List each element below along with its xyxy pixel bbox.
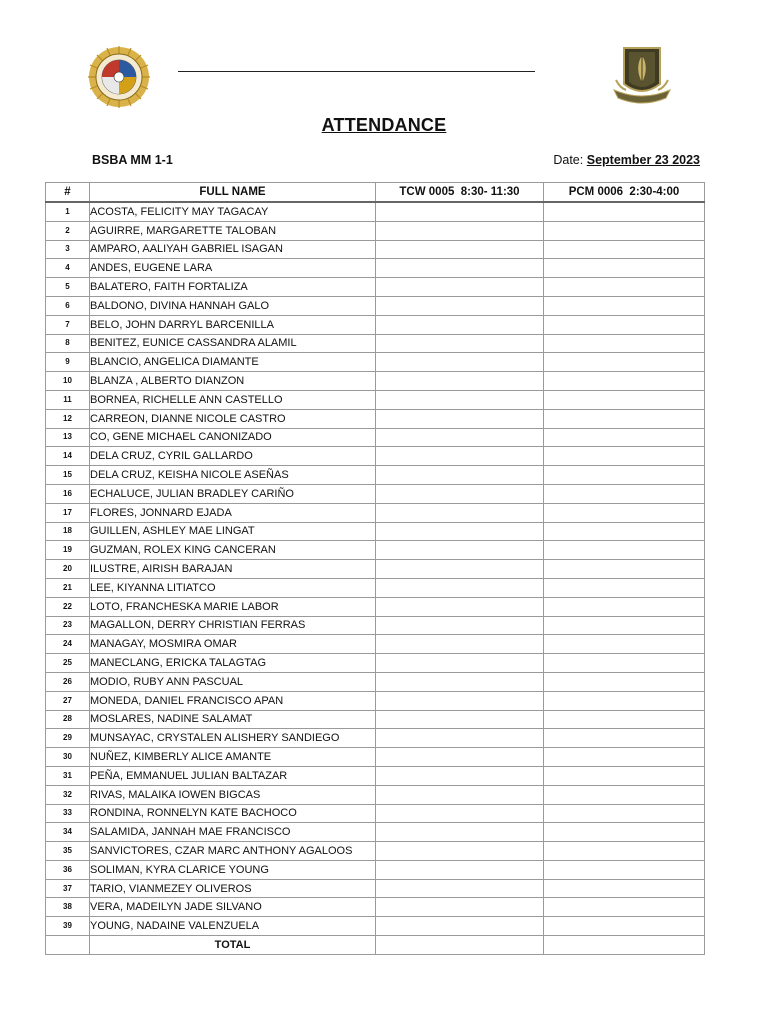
pcm-attendance-cell[interactable] — [544, 748, 705, 767]
row-number: 13 — [46, 428, 90, 447]
table-row — [46, 278, 705, 297]
pcm-attendance-cell[interactable] — [544, 428, 705, 447]
university-seal-logo — [88, 46, 150, 108]
row-number: 7 — [46, 315, 90, 334]
tcw-attendance-cell[interactable] — [376, 842, 544, 861]
pcm-attendance-cell[interactable] — [544, 860, 705, 879]
total-row — [46, 936, 705, 955]
student-name: ECHALUCE, JULIAN BRADLEY CARIÑO — [90, 484, 376, 503]
tcw-attendance-cell[interactable] — [376, 541, 544, 560]
table-header-row — [46, 183, 705, 203]
row-number: 33 — [46, 804, 90, 823]
row-number: 4 — [46, 259, 90, 278]
tcw-attendance-cell[interactable] — [376, 428, 544, 447]
pcm-attendance-cell[interactable] — [544, 597, 705, 616]
table-row — [46, 729, 705, 748]
pcm-attendance-cell[interactable] — [544, 654, 705, 673]
pcm-attendance-cell[interactable] — [544, 296, 705, 315]
student-name: PEÑA, EMMANUEL JULIAN BALTAZAR — [90, 766, 376, 785]
tcw-attendance-cell[interactable] — [376, 466, 544, 485]
total-label: TOTAL — [90, 936, 376, 955]
pcm-attendance-cell[interactable] — [544, 503, 705, 522]
student-name: BALDONO, DIVINA HANNAH GALO — [90, 296, 376, 315]
tcw-attendance-cell[interactable] — [376, 296, 544, 315]
student-name: RONDINA, RONNELYN KATE BACHOCO — [90, 804, 376, 823]
pcm-attendance-cell[interactable] — [544, 578, 705, 597]
student-name: CO, GENE MICHAEL CANONIZADO — [90, 428, 376, 447]
tcw-attendance-cell[interactable] — [376, 654, 544, 673]
table-row — [46, 315, 705, 334]
student-name: BELO, JOHN DARRYL BARCENILLA — [90, 315, 376, 334]
student-name: GUZMAN, ROLEX KING CANCERAN — [90, 541, 376, 560]
student-name: CARREON, DIANNE NICOLE CASTRO — [90, 409, 376, 428]
tcw-attendance-cell[interactable] — [376, 278, 544, 297]
tcw-attendance-cell[interactable] — [376, 240, 544, 259]
table-row — [46, 823, 705, 842]
table-row — [46, 447, 705, 466]
row-number: 11 — [46, 390, 90, 409]
tcw-attendance-cell[interactable] — [376, 616, 544, 635]
pcm-attendance-cell[interactable] — [544, 672, 705, 691]
pcm-attendance-cell[interactable] — [544, 221, 705, 240]
student-name: MOSLARES, NADINE SALAMAT — [90, 710, 376, 729]
table-row — [46, 917, 705, 936]
tcw-attendance-cell[interactable] — [376, 372, 544, 391]
student-name: VERA, MADEILYN JADE SILVANO — [90, 898, 376, 917]
pcm-attendance-cell[interactable] — [544, 447, 705, 466]
tcw-attendance-cell[interactable] — [376, 898, 544, 917]
row-number: 39 — [46, 917, 90, 936]
pcm-attendance-cell[interactable] — [544, 390, 705, 409]
row-number: 26 — [46, 672, 90, 691]
tcw-attendance-cell[interactable] — [376, 597, 544, 616]
student-name: TARIO, VIANMEZEY OLIVEROS — [90, 879, 376, 898]
pcm-attendance-cell[interactable] — [544, 334, 705, 353]
table-row — [46, 259, 705, 278]
total-pcm-cell — [544, 936, 705, 955]
row-number: 3 — [46, 240, 90, 259]
row-number: 21 — [46, 578, 90, 597]
table-row — [46, 221, 705, 240]
student-name: DELA CRUZ, KEISHA NICOLE ASEÑAS — [90, 466, 376, 485]
student-name: LEE, KIYANNA LITIATCO — [90, 578, 376, 597]
table-row — [46, 372, 705, 391]
pcm-attendance-cell[interactable] — [544, 766, 705, 785]
date-field — [553, 153, 700, 167]
tcw-attendance-cell[interactable] — [376, 409, 544, 428]
student-name: YOUNG, NADAINE VALENZUELA — [90, 917, 376, 936]
table-row — [46, 691, 705, 710]
tcw-attendance-cell[interactable] — [376, 202, 544, 221]
student-name: BENITEZ, EUNICE CASSANDRA ALAMIL — [90, 334, 376, 353]
tcw-attendance-cell[interactable] — [376, 334, 544, 353]
table-row — [46, 428, 705, 447]
column-header-pcm-session: PCM 0006 2:30-4:00 — [544, 183, 705, 203]
pcm-attendance-cell[interactable] — [544, 917, 705, 936]
pcm-attendance-cell[interactable] — [544, 372, 705, 391]
row-number: 14 — [46, 447, 90, 466]
tcw-attendance-cell[interactable] — [376, 823, 544, 842]
pcm-attendance-cell[interactable] — [544, 842, 705, 861]
student-name: MUNSAYAC, CRYSTALEN ALISHERY SANDIEGO — [90, 729, 376, 748]
tcw-attendance-cell[interactable] — [376, 221, 544, 240]
tcw-attendance-cell[interactable] — [376, 259, 544, 278]
column-header-full-name: FULL NAME — [90, 183, 376, 203]
date-label: Date: — [553, 153, 584, 167]
table-row — [46, 202, 705, 221]
student-name: FLORES, JONNARD EJADA — [90, 503, 376, 522]
college-crest-logo — [610, 44, 674, 106]
table-row — [46, 541, 705, 560]
row-number: 28 — [46, 710, 90, 729]
student-name: BLANZA , ALBERTO DIANZON — [90, 372, 376, 391]
tcw-attendance-cell[interactable] — [376, 879, 544, 898]
row-number: 38 — [46, 898, 90, 917]
tcw-attendance-cell[interactable] — [376, 578, 544, 597]
pcm-attendance-cell[interactable] — [544, 785, 705, 804]
row-number: 1 — [46, 202, 90, 221]
tcw-attendance-cell[interactable] — [376, 353, 544, 372]
table-row — [46, 616, 705, 635]
table-row — [46, 597, 705, 616]
row-number: 20 — [46, 560, 90, 579]
table-row — [46, 560, 705, 579]
pcm-attendance-cell[interactable] — [544, 353, 705, 372]
student-name: MANECLANG, ERICKA TALAGTAG — [90, 654, 376, 673]
student-name: DELA CRUZ, CYRIL GALLARDO — [90, 447, 376, 466]
tcw-attendance-cell[interactable] — [376, 560, 544, 579]
tcw-attendance-cell[interactable] — [376, 804, 544, 823]
pcm-attendance-cell[interactable] — [544, 522, 705, 541]
student-name: RIVAS, MALAIKA IOWEN BIGCAS — [90, 785, 376, 804]
table-row — [46, 484, 705, 503]
tcw-attendance-cell[interactable] — [376, 710, 544, 729]
pcm-attendance-cell[interactable] — [544, 729, 705, 748]
section-label: BSBA MM 1-1 — [92, 153, 173, 167]
table-row — [46, 804, 705, 823]
student-name: NUÑEZ, KIMBERLY ALICE AMANTE — [90, 748, 376, 767]
tcw-attendance-cell[interactable] — [376, 729, 544, 748]
row-number: 29 — [46, 729, 90, 748]
page-title: ATTENDANCE — [321, 115, 447, 135]
pcm-attendance-cell[interactable] — [544, 278, 705, 297]
row-number: 31 — [46, 766, 90, 785]
tcw-attendance-cell[interactable] — [376, 917, 544, 936]
row-number: 25 — [46, 654, 90, 673]
tcw-attendance-cell[interactable] — [376, 447, 544, 466]
row-number: 23 — [46, 616, 90, 635]
pcm-attendance-cell[interactable] — [544, 409, 705, 428]
student-name: AMPARO, AALIYAH GABRIEL ISAGAN — [90, 240, 376, 259]
row-number: 2 — [46, 221, 90, 240]
table-row — [46, 842, 705, 861]
pcm-attendance-cell[interactable] — [544, 898, 705, 917]
student-name: LOTO, FRANCHESKA MARIE LABOR — [90, 597, 376, 616]
pcm-attendance-cell[interactable] — [544, 259, 705, 278]
table-row — [46, 785, 705, 804]
student-name: SOLIMAN, KYRA CLARICE YOUNG — [90, 860, 376, 879]
table-row — [46, 296, 705, 315]
table-row — [46, 635, 705, 654]
student-name: MODIO, RUBY ANN PASCUAL — [90, 672, 376, 691]
tcw-attendance-cell[interactable] — [376, 691, 544, 710]
pcm-attendance-cell[interactable] — [544, 466, 705, 485]
row-number: 37 — [46, 879, 90, 898]
table-row — [46, 390, 705, 409]
row-number: 24 — [46, 635, 90, 654]
row-number: 16 — [46, 484, 90, 503]
table-row — [46, 240, 705, 259]
pcm-attendance-cell[interactable] — [544, 202, 705, 221]
tcw-attendance-cell[interactable] — [376, 390, 544, 409]
pcm-attendance-cell[interactable] — [544, 560, 705, 579]
table-row — [46, 654, 705, 673]
row-number: 17 — [46, 503, 90, 522]
row-number: 10 — [46, 372, 90, 391]
student-name: SALAMIDA, JANNAH MAE FRANCISCO — [90, 823, 376, 842]
tcw-attendance-cell[interactable] — [376, 522, 544, 541]
total-blank-cell — [46, 936, 90, 955]
tcw-attendance-cell[interactable] — [376, 748, 544, 767]
row-number: 36 — [46, 860, 90, 879]
table-row — [46, 710, 705, 729]
row-number: 35 — [46, 842, 90, 861]
total-tcw-cell — [376, 936, 544, 955]
pcm-attendance-cell[interactable] — [544, 710, 705, 729]
pcm-attendance-cell[interactable] — [544, 879, 705, 898]
row-number: 22 — [46, 597, 90, 616]
row-number: 6 — [46, 296, 90, 315]
table-row — [46, 503, 705, 522]
student-name: GUILLEN, ASHLEY MAE LINGAT — [90, 522, 376, 541]
table-row — [46, 334, 705, 353]
pcm-attendance-cell[interactable] — [544, 315, 705, 334]
table-row — [46, 748, 705, 767]
row-number: 8 — [46, 334, 90, 353]
table-row — [46, 898, 705, 917]
student-name: BLANCIO, ANGELICA DIAMANTE — [90, 353, 376, 372]
row-number: 30 — [46, 748, 90, 767]
pcm-attendance-cell[interactable] — [544, 240, 705, 259]
student-name: MANAGAY, MOSMIRA OMAR — [90, 635, 376, 654]
tcw-attendance-cell[interactable] — [376, 785, 544, 804]
student-name: SANVICTORES, CZAR MARC ANTHONY AGALOOS — [90, 842, 376, 861]
row-number: 12 — [46, 409, 90, 428]
tcw-attendance-cell[interactable] — [376, 315, 544, 334]
row-number: 27 — [46, 691, 90, 710]
tcw-attendance-cell[interactable] — [376, 635, 544, 654]
table-row — [46, 578, 705, 597]
student-name: MONEDA, DANIEL FRANCISCO APAN — [90, 691, 376, 710]
row-number: 9 — [46, 353, 90, 372]
row-number: 15 — [46, 466, 90, 485]
table-row — [46, 522, 705, 541]
pcm-attendance-cell[interactable] — [544, 823, 705, 842]
pcm-attendance-cell[interactable] — [544, 541, 705, 560]
table-row — [46, 860, 705, 879]
pcm-attendance-cell[interactable] — [544, 616, 705, 635]
student-name: BALATERO, FAITH FORTALIZA — [90, 278, 376, 297]
attendance-table — [45, 182, 705, 955]
row-number: 19 — [46, 541, 90, 560]
column-header-tcw-session: TCW 0005 8:30- 11:30 — [376, 183, 544, 203]
student-name: ILUSTRE, AIRISH BARAJAN — [90, 560, 376, 579]
pcm-attendance-cell[interactable] — [544, 804, 705, 823]
tcw-attendance-cell[interactable] — [376, 672, 544, 691]
student-name: BORNEA, RICHELLE ANN CASTELLO — [90, 390, 376, 409]
table-row — [46, 466, 705, 485]
student-name: ANDES, EUGENE LARA — [90, 259, 376, 278]
table-row — [46, 409, 705, 428]
pcm-attendance-cell[interactable] — [544, 635, 705, 654]
tcw-attendance-cell[interactable] — [376, 484, 544, 503]
table-row — [46, 672, 705, 691]
student-name: AGUIRRE, MARGARETTE TALOBAN — [90, 221, 376, 240]
row-number: 5 — [46, 278, 90, 297]
date-value: September 23 2023 — [586, 153, 700, 167]
row-number: 34 — [46, 823, 90, 842]
student-name: ACOSTA, FELICITY MAY TAGACAY — [90, 202, 376, 221]
row-number: 18 — [46, 522, 90, 541]
pcm-attendance-cell[interactable] — [544, 691, 705, 710]
tcw-attendance-cell[interactable] — [376, 860, 544, 879]
tcw-attendance-cell[interactable] — [376, 766, 544, 785]
column-header-number: # — [46, 183, 90, 203]
table-row — [46, 766, 705, 785]
table-row — [46, 353, 705, 372]
tcw-attendance-cell[interactable] — [376, 503, 544, 522]
table-row — [46, 879, 705, 898]
pcm-attendance-cell[interactable] — [544, 484, 705, 503]
student-name: MAGALLON, DERRY CHRISTIAN FERRAS — [90, 616, 376, 635]
header-signature-line — [178, 71, 535, 72]
row-number: 32 — [46, 785, 90, 804]
